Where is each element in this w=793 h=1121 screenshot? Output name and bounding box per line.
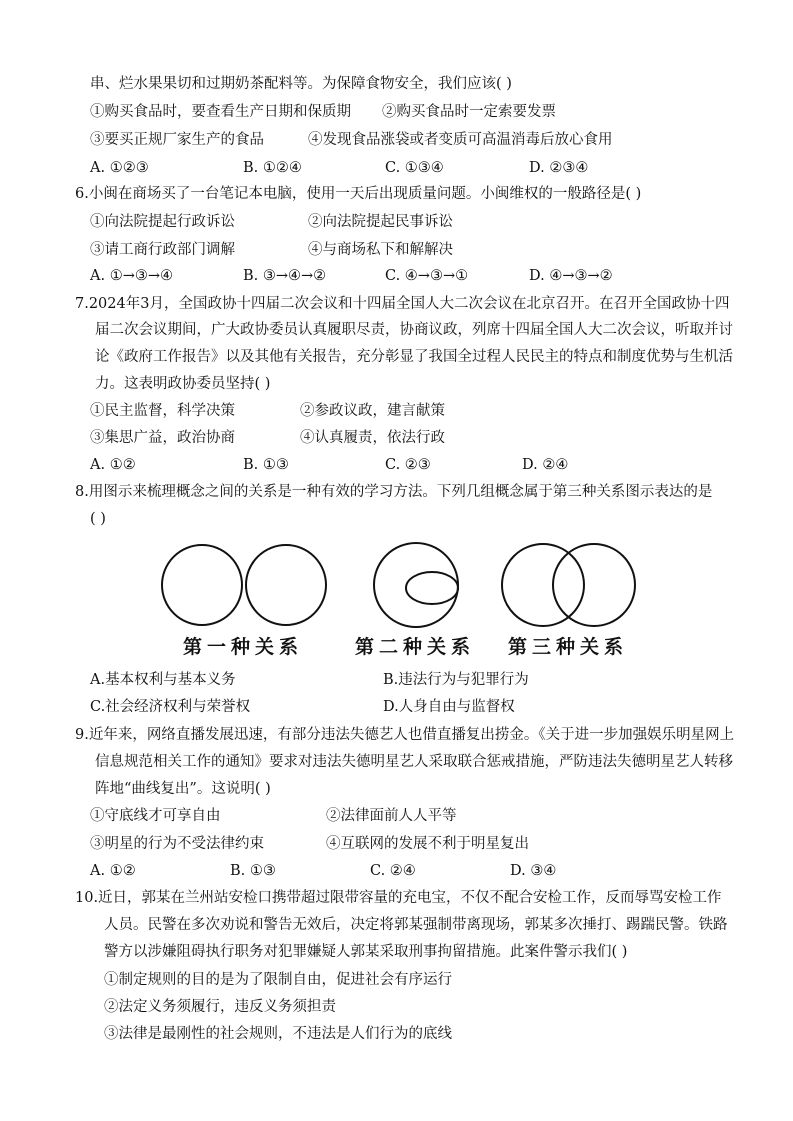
q6-item-1: ①向法院提起行政诉讼 xyxy=(90,214,235,230)
relationship-3-diagram xyxy=(502,544,635,626)
q9-item-1: ①守底线才可享自由 xyxy=(90,808,221,824)
q9-choice-d: D. ③④ xyxy=(510,863,557,879)
q5-item-3: ③要买正规厂家生产的食品 xyxy=(90,132,264,148)
q5-item-2: ②购买食品时一定索要发票 xyxy=(382,104,556,120)
relationship-2-circle-inner xyxy=(406,572,458,604)
q7-item-3: ③集思广益，政治协商 xyxy=(90,430,235,446)
q8-choice-c: C.社会经济权利与荣誉权 xyxy=(90,699,251,715)
q10-item-1: ①制定规则的目的是为了限制自由，促进社会有序运行 xyxy=(104,972,452,988)
q5-item-4: ④发现食品涨袋或者变质可高温消毒后放心食用 xyxy=(308,132,613,148)
relationship-1-circle-right xyxy=(246,545,326,625)
relationship-1-label: 第一种关系 xyxy=(183,636,304,658)
q7-choice-a: A. ①② xyxy=(90,457,136,473)
relationship-2-label: 第二种关系 xyxy=(355,636,476,658)
q9-stem-line-2: 信息规范相关工作的通知》要求对违法失德明星艺人采取联合惩戒措施，严防违法失德明星艺人转移 xyxy=(95,754,733,770)
relationship-2-circle-outer xyxy=(374,543,458,627)
q8-stem-line-2: ( ) xyxy=(90,511,106,527)
q9-choice-c: C. ②④ xyxy=(370,863,416,879)
concept-relationship-diagram xyxy=(150,538,650,628)
q5-choice-c: C. ①③④ xyxy=(385,160,444,176)
q7-item-4: ④认真履责，依法行政 xyxy=(300,430,445,446)
relationship-1-circle-left xyxy=(162,545,242,625)
q6-item-4: ④与商场私下和解解决 xyxy=(308,242,453,258)
q7-choice-c: C. ②③ xyxy=(385,457,431,473)
q6-stem: 6.小闽在商场买了一台笔记本电脑，使用一天后出现质量问题。小闽维权的一般路径是( ) xyxy=(75,186,642,202)
q10-stem-line-1: 10.近日，郭某在兰州站安检口携带超过限带容量的充电宝，不仅不配合安检工作，反而辱骂安检工作 xyxy=(75,890,722,906)
q9-stem-line-3: 阵地“曲线复出”。这说明( ) xyxy=(95,781,271,797)
q7-choice-d: D. ②④ xyxy=(522,457,569,473)
q6-choice-c: C. ④→③→① xyxy=(385,268,469,284)
q7-item-2: ②参政议政，建言献策 xyxy=(300,403,445,419)
q10-stem-line-3: 警方以涉嫌阻碍执行职务对犯罪嫌疑人郭某采取刑事拘留措施。此案件警示我们( ) xyxy=(104,944,628,960)
q8-choice-d: D.人身自由与监督权 xyxy=(383,699,515,715)
q6-choice-a: A. ①→③→④ xyxy=(90,268,173,284)
q10-item-3: ③法律是最刚性的社会规则，不违法是人们行为的底线 xyxy=(104,1026,452,1042)
q6-item-2: ②向法院提起民事诉讼 xyxy=(308,214,453,230)
q7-choice-b: B. ①③ xyxy=(243,457,289,473)
q6-item-3: ③请工商行政部门调解 xyxy=(90,242,235,258)
relationship-3-circle-right xyxy=(553,544,635,626)
q9-choice-b: B. ①③ xyxy=(230,863,276,879)
q5-stem: 串、烂水果果切和过期奶茶配料等。为保障食物安全，我们应该( ) xyxy=(90,76,512,92)
q8-stem-line-1: 8.用图示来梳理概念之间的关系是一种有效的学习方法。下列几组概念属于第三种关系图示表达的是 xyxy=(75,484,713,500)
q6-choice-b: B. ③→④→② xyxy=(243,268,327,284)
relationship-1-diagram xyxy=(162,545,326,625)
q9-item-4: ④互联网的发展不利于明星复出 xyxy=(326,836,529,852)
q9-stem-line-1: 9.近年来，网络直播发展迅速，有部分违法失德艺人也借直播复出捞金。《关于进一步加强娱乐明星网上 xyxy=(75,727,735,743)
relationship-3-circle-left xyxy=(502,544,584,626)
q7-item-1: ①民主监督，科学决策 xyxy=(90,403,235,419)
relationship-2-diagram xyxy=(374,543,458,627)
q5-choice-b: B. ①②④ xyxy=(243,160,302,176)
q6-choice-d: D. ④→③→② xyxy=(529,268,613,284)
q7-stem-line-2: 届二次会议期间，广大政协委员认真履职尽责，协商议政，列席十四届全国人大二次会议，听取并讨 xyxy=(95,322,733,338)
q10-stem-line-2: 人员。民警在多次劝说和警告无效后，决定将郭某强制带离现场，郭某多次捶打、踢踹民警。铁路 xyxy=(104,917,728,933)
q8-choice-b: B.违法行为与犯罪行为 xyxy=(383,672,529,688)
q10-item-2: ②法定义务须履行，违反义务须担责 xyxy=(104,999,336,1015)
q9-choice-a: A. ①② xyxy=(90,863,136,879)
relationship-3-label: 第三种关系 xyxy=(508,636,629,658)
q7-stem-line-3: 论《政府工作报告》以及其他有关报告，充分彰显了我国全过程人民民主的特点和制度优势与生机活 xyxy=(95,349,733,365)
q9-item-2: ②法律面前人人平等 xyxy=(326,808,457,824)
q7-stem-line-1: 7.2024年3月，全国政协十四届二次会议和十四届全国人大二次会议在北京召开。在召开全国政协十四 xyxy=(75,296,730,312)
q8-choice-a: A.基本权利与基本义务 xyxy=(90,672,236,688)
q5-item-1: ①购买食品时，要查看生产日期和保质期 xyxy=(90,104,351,120)
q7-stem-line-4: 力。这表明政协委员坚持( ) xyxy=(95,376,271,392)
q5-choice-d: D. ②③④ xyxy=(529,160,589,176)
q5-choice-a: A. ①②③ xyxy=(90,160,149,176)
q9-item-3: ③明星的行为不受法律约束 xyxy=(90,836,264,852)
